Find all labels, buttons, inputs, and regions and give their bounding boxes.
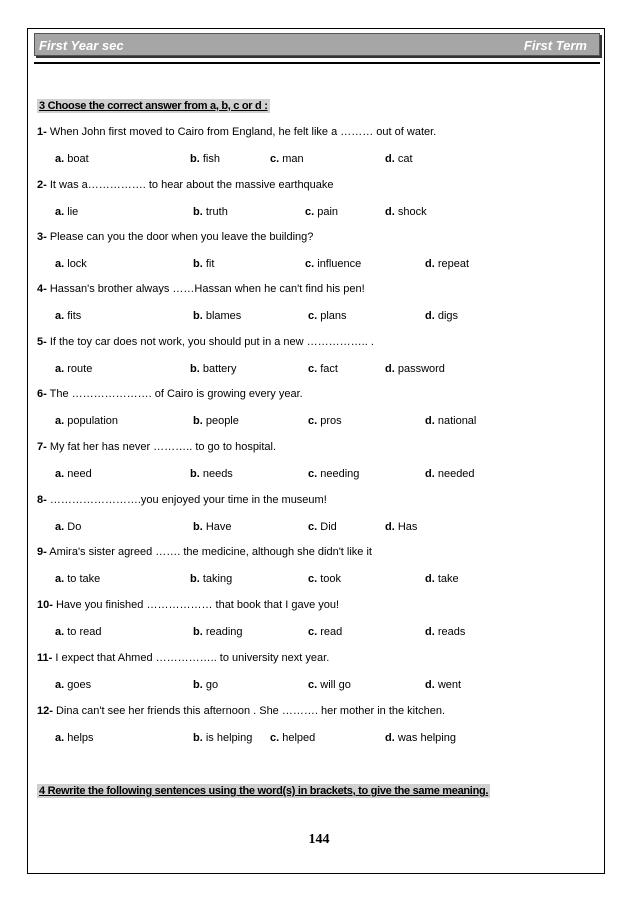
question-text: The …………………. of Cairo is growing every year. — [46, 388, 303, 400]
option-text: to read — [64, 626, 102, 638]
option-text: taking — [199, 573, 233, 585]
option-letter: b. — [193, 732, 203, 744]
option-d[interactable] — [425, 679, 461, 691]
question-number: 6- — [37, 388, 47, 400]
header-rule — [34, 62, 600, 64]
option-letter: c. — [308, 521, 318, 533]
question-12 — [37, 705, 445, 717]
option-letter: d. — [425, 468, 435, 480]
option-b[interactable] — [190, 153, 220, 165]
option-a[interactable] — [55, 363, 92, 375]
section-3-title: 3 Choose the correct answer from a, b, c or d : — [39, 100, 268, 112]
option-letter: d. — [385, 153, 395, 165]
question-number: 12- — [37, 705, 53, 717]
option-letter: c. — [270, 153, 280, 165]
option-b[interactable] — [193, 521, 232, 533]
question-text: Hassan's brother always ……Hassan when he can't find his pen! — [46, 283, 365, 295]
option-letter: a. — [55, 415, 65, 427]
question-text: It was a……………. to hear about the massive earthquake — [46, 179, 334, 191]
option-a[interactable] — [55, 206, 78, 218]
option-letter: c. — [308, 310, 318, 322]
option-text: lie — [64, 206, 79, 218]
option-a[interactable] — [55, 468, 92, 480]
option-c[interactable] — [270, 153, 304, 165]
option-letter: b. — [193, 626, 203, 638]
option-letter: b. — [193, 310, 203, 322]
option-a[interactable] — [55, 573, 100, 585]
option-letter: c. — [308, 363, 318, 375]
question-text: …………………….you enjoyed your time in the museum! — [46, 494, 327, 506]
option-letter: c. — [305, 258, 315, 270]
question-text: Please can you the door when you leave the building? — [46, 231, 314, 243]
option-a[interactable] — [55, 310, 81, 322]
option-text: took — [317, 573, 342, 585]
header-term: First Term — [523, 38, 587, 53]
option-letter: c. — [308, 468, 318, 480]
option-b[interactable] — [190, 573, 232, 585]
option-b[interactable] — [193, 415, 239, 427]
option-text: lock — [64, 258, 87, 270]
option-c[interactable] — [308, 521, 337, 533]
question-text: Dina can't see her friends this afternoon . She ………. her mother in the kitchen. — [52, 705, 446, 717]
question-8 — [37, 494, 327, 506]
option-text: cat — [394, 153, 413, 165]
option-letter: b. — [190, 468, 200, 480]
option-letter: c. — [305, 206, 315, 218]
option-d[interactable] — [425, 468, 475, 480]
question-3 — [37, 231, 313, 243]
option-b[interactable] — [193, 310, 241, 322]
option-text: fact — [317, 363, 338, 375]
question-6 — [37, 388, 303, 400]
option-letter: b. — [190, 573, 200, 585]
option-text: blames — [202, 310, 242, 322]
option-letter: a. — [55, 732, 65, 744]
option-letter: a. — [55, 206, 65, 218]
option-letter: a. — [55, 573, 65, 585]
option-text: will go — [317, 679, 351, 691]
option-letter: d. — [385, 732, 395, 744]
option-b[interactable] — [193, 732, 252, 744]
option-letter: c. — [308, 573, 318, 585]
option-letter: d. — [385, 206, 395, 218]
question-number: 9- — [37, 546, 47, 558]
option-c[interactable] — [308, 573, 341, 585]
option-letter: b. — [193, 415, 203, 427]
option-text: helps — [64, 732, 94, 744]
question-1 — [37, 126, 436, 138]
option-text: people — [202, 415, 239, 427]
option-d[interactable] — [425, 310, 458, 322]
option-letter: b. — [193, 258, 203, 270]
question-number: 1- — [37, 126, 47, 138]
option-letter: a. — [55, 310, 65, 322]
option-text: digs — [434, 310, 459, 322]
option-text: pros — [317, 415, 342, 427]
option-text: needed — [434, 468, 475, 480]
question-2 — [37, 179, 334, 191]
option-d[interactable] — [425, 258, 469, 270]
option-text: reading — [202, 626, 243, 638]
question-number: 8- — [37, 494, 47, 506]
option-text: password — [394, 363, 445, 375]
option-letter: a. — [55, 258, 65, 270]
option-letter: c. — [270, 732, 280, 744]
question-text: My fat her has never ……….. to go to hospital. — [46, 441, 277, 453]
option-d[interactable] — [385, 363, 445, 375]
option-d[interactable] — [425, 626, 465, 638]
option-text: fit — [202, 258, 215, 270]
question-text: Have you finished ……………… that book that I gave you! — [52, 599, 340, 611]
option-text: read — [317, 626, 343, 638]
option-text: fish — [199, 153, 220, 165]
option-b[interactable] — [193, 206, 228, 218]
option-d[interactable] — [385, 206, 427, 218]
question-text: Amira's sister agreed ……. the medicine, although she didn't like it — [46, 546, 372, 558]
option-text: population — [64, 415, 119, 427]
option-text: need — [64, 468, 92, 480]
option-letter: b. — [193, 206, 203, 218]
option-text: was helping — [394, 732, 456, 744]
option-letter: d. — [425, 310, 435, 322]
question-text: When John first moved to Cairo from England, he felt like a ……… out of water. — [46, 126, 437, 138]
question-text: I expect that Ahmed …………….. to university next year. — [52, 652, 330, 664]
option-letter: c. — [308, 415, 318, 427]
option-d[interactable] — [425, 415, 476, 427]
option-text: shock — [394, 206, 427, 218]
option-b[interactable] — [193, 258, 214, 270]
question-4 — [37, 283, 365, 295]
option-text: influence — [314, 258, 362, 270]
option-letter: c. — [308, 626, 318, 638]
option-d[interactable] — [425, 573, 459, 585]
question-10 — [37, 599, 339, 611]
option-letter: a. — [55, 363, 65, 375]
option-letter: a. — [55, 679, 65, 691]
header-year: First Year sec — [39, 38, 124, 53]
option-text: went — [434, 679, 462, 691]
option-text: go — [202, 679, 219, 691]
option-letter: a. — [55, 153, 65, 165]
option-c[interactable] — [308, 310, 347, 322]
option-text: is helping — [202, 732, 253, 744]
option-a[interactable] — [55, 415, 118, 427]
page-number: 144 — [308, 832, 330, 847]
option-b[interactable] — [190, 363, 236, 375]
option-letter: d. — [425, 415, 435, 427]
option-letter: b. — [193, 521, 203, 533]
option-b[interactable] — [193, 626, 243, 638]
option-b[interactable] — [190, 468, 233, 480]
option-letter: d. — [385, 363, 395, 375]
option-c[interactable] — [305, 206, 338, 218]
option-text: Did — [317, 521, 337, 533]
option-c[interactable] — [308, 468, 359, 480]
question-number: 2- — [37, 179, 47, 191]
option-text: to take — [64, 573, 101, 585]
option-letter: b. — [190, 363, 200, 375]
option-text: Do — [64, 521, 82, 533]
option-d[interactable] — [385, 153, 413, 165]
option-text: repeat — [434, 258, 470, 270]
question-number: 5- — [37, 336, 47, 348]
question-number: 10- — [37, 599, 53, 611]
question-number: 4- — [37, 283, 47, 295]
option-letter: d. — [425, 679, 435, 691]
option-a[interactable] — [55, 679, 91, 691]
option-c[interactable] — [308, 626, 342, 638]
option-letter: c. — [308, 679, 318, 691]
option-text: take — [434, 573, 459, 585]
option-text: goes — [64, 679, 92, 691]
option-letter: a. — [55, 521, 65, 533]
option-text: boat — [64, 153, 89, 165]
option-a[interactable] — [55, 732, 94, 744]
option-text: national — [434, 415, 477, 427]
option-text: plans — [317, 310, 347, 322]
option-letter: b. — [190, 153, 200, 165]
question-text: If the toy car does not work, you should put in a new …………….. . — [46, 336, 374, 348]
option-letter: d. — [425, 573, 435, 585]
question-9 — [37, 546, 372, 558]
option-d[interactable] — [385, 521, 417, 533]
option-text: battery — [199, 363, 237, 375]
option-text: reads — [434, 626, 466, 638]
option-letter: d. — [385, 521, 395, 533]
question-11 — [37, 652, 329, 664]
option-text: needing — [317, 468, 360, 480]
option-b[interactable] — [193, 679, 218, 691]
option-a[interactable] — [55, 521, 81, 533]
option-text: fits — [64, 310, 82, 322]
option-a[interactable] — [55, 258, 87, 270]
option-letter: b. — [193, 679, 203, 691]
option-c[interactable] — [270, 732, 315, 744]
option-text: route — [64, 363, 93, 375]
option-text: Have — [202, 521, 232, 533]
option-letter: a. — [55, 468, 65, 480]
option-c[interactable] — [308, 415, 342, 427]
option-text: needs — [199, 468, 233, 480]
option-text: pain — [314, 206, 339, 218]
question-7 — [37, 441, 276, 453]
option-d[interactable] — [385, 732, 456, 744]
option-letter: d. — [425, 258, 435, 270]
option-text: truth — [202, 206, 228, 218]
option-c[interactable] — [308, 363, 338, 375]
option-text: Has — [394, 521, 418, 533]
option-letter: a. — [55, 626, 65, 638]
section-4-title: 4 Rewrite the following sentences using the word(s) in brackets, to give the same meaning. — [39, 785, 489, 797]
question-number: 11- — [37, 652, 53, 664]
option-letter: d. — [425, 626, 435, 638]
option-text: helped — [279, 732, 316, 744]
header-bar — [34, 33, 600, 56]
option-c[interactable] — [308, 679, 351, 691]
question-5 — [37, 336, 374, 348]
option-a[interactable] — [55, 153, 89, 165]
question-number: 3- — [37, 231, 47, 243]
option-c[interactable] — [305, 258, 361, 270]
option-text: man — [279, 153, 304, 165]
option-a[interactable] — [55, 626, 102, 638]
question-number: 7- — [37, 441, 47, 453]
